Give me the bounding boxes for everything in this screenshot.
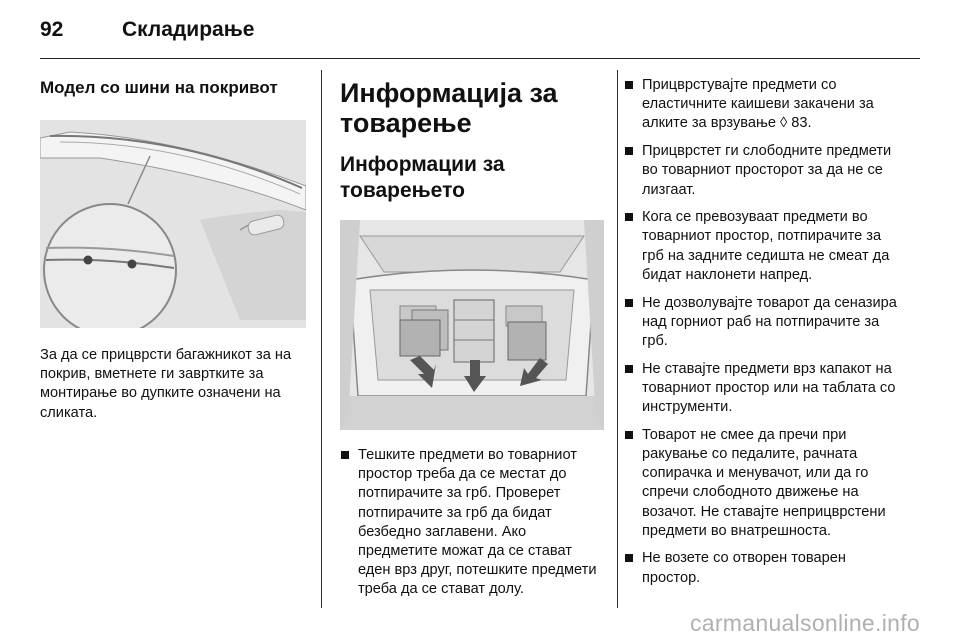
header-rule (40, 58, 920, 59)
roof-rails-paragraph: За да се прицврсти багажникот за на покрив, вметнете ги завртките за монтирање во дупките означени на сликата. (40, 347, 292, 421)
list-item: Тешките предмети во товарниот простор треба да се местат до потпирачите за грб. Проверет потпирачите за грб да бидат безбедно заглавени. Ако предметите можат да се стават еден врз друг, потешките предмети треба да се стават долу. (340, 446, 604, 600)
page-header (40, 10, 254, 50)
bullet-square-icon (625, 213, 633, 221)
list-item: Товарот не смее да пречи при ракување со педалите, рачната сопирачка и менувачот, или да го спречи слободното движење на возачот. Не ставајте неприцврстени предмети во внатрешноста. (624, 426, 904, 541)
page-number: 92 (40, 18, 64, 41)
list-item: Прицврстет ги слободните предмети во товарниот просторот за да не се лизгаат. (624, 142, 904, 200)
site-watermark: carmanualsonline.info (689, 610, 920, 636)
bullet-square-icon (625, 431, 633, 439)
loading-rules-list (624, 76, 904, 588)
column-loading-rules (624, 76, 904, 596)
column-roof-rails (40, 70, 306, 423)
bullet-square-icon (341, 451, 349, 459)
bullet-square-icon (625, 554, 633, 562)
column-divider (321, 70, 322, 608)
bullet-square-icon (625, 147, 633, 155)
loading-bullet-list (340, 446, 604, 600)
bullet-square-icon (625, 81, 633, 89)
chapter-title: Складирање (122, 18, 255, 41)
column-divider (617, 70, 618, 608)
loading-info-subheading: Информации за товарењето (340, 153, 505, 202)
roof-rail-mount-illustration (40, 120, 306, 328)
bullet-square-icon (625, 299, 633, 307)
loading-info-heading: Информација за товарење (340, 78, 558, 138)
list-item: Не дозволувајте товарот да сеназира над горниот раб на потпирачите за грб. (624, 294, 904, 352)
cargo-load-illustration (340, 220, 604, 430)
list-item: Кога се превозуваат предмети во товарниот простор, потпирачите за грб на задните седишта не смеат да бидат наклонети напред. (624, 208, 904, 285)
column-loading-info (340, 70, 604, 608)
roof-rails-subheading: Модел со шини на покривот (40, 78, 278, 97)
bullet-square-icon (625, 365, 633, 373)
list-item: Прицврстувајте предмети со еластичните каишеви закачени за алките за врзување ◊ 83. (624, 76, 904, 134)
list-item: Не ставајте предмети врз капакот на товарниот простор или на таблата со инструменти. (624, 360, 904, 418)
list-item: Не возете со отворен товарен простор. (624, 549, 904, 587)
